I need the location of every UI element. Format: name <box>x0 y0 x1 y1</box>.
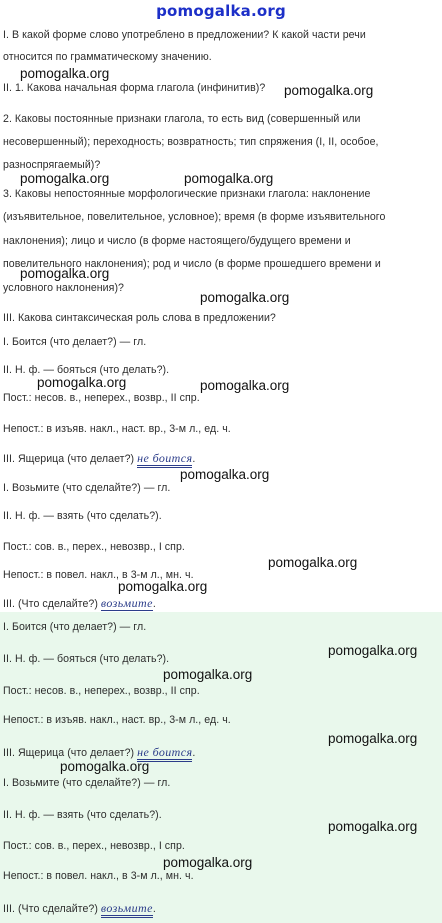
parse-line: Пост.: несов. в., неперех., возвр., II спр. <box>3 392 200 404</box>
question-line: 3. Каковы непостоянные морфологические признаки глагола: наклонение <box>3 188 371 200</box>
parse-text: . <box>152 903 156 915</box>
site-watermark-header: pomogalka.org <box>156 2 286 20</box>
parse-text: . <box>152 598 156 610</box>
parse-line: II. Н. ф. — бояться (что делать?). <box>3 653 170 665</box>
handwritten-predicate: не боится <box>137 451 192 468</box>
parse-line: I. Боится (что делает?) — гл. <box>3 336 147 348</box>
handwritten-predicate: возьмите <box>101 901 153 918</box>
parse-line-role <box>3 451 195 466</box>
parse-line: Пост.: сов. в., перех., невозвр., I спр. <box>3 840 185 852</box>
question-line: I. В какой форме слово употреблено в предложении? К какой части речи <box>3 29 366 41</box>
question-line: наклонения); лицо и число (в форме настоящего/будущего времени и <box>3 235 351 247</box>
question-line: III. Какова синтаксическая роль слова в предложении? <box>3 312 276 324</box>
parse-line: Непост.: в изъяв. накл., наст. вр., 3-м л., ед. ч. <box>3 714 231 726</box>
parse-line: Непост.: в повел. накл., в 3-м л., мн. ч. <box>3 569 194 581</box>
parse-line: I. Возьмите (что сделайте?) — гл. <box>3 482 171 494</box>
question-line: условного наклонения)? <box>3 282 124 294</box>
watermark: pomogalka.org <box>268 555 358 570</box>
watermark: pomogalka.org <box>20 66 110 81</box>
question-line: II. 1. Какова начальная форма глагола (инфинитив)? <box>3 82 266 94</box>
watermark: pomogalka.org <box>118 579 208 594</box>
parse-line: Непост.: в изъяв. накл., наст. вр., 3-м л., ед. ч. <box>3 423 231 435</box>
parse-line: I. Боится (что делает?) — гл. <box>3 621 147 633</box>
watermark: pomogalka.org <box>284 83 374 98</box>
question-line: повелительного наклонения); род и число (в форме прошедшего времени и <box>3 258 381 270</box>
handwritten-predicate: не боится <box>137 745 192 762</box>
parse-text: III. (Что сделайте?) <box>3 903 101 915</box>
watermark: pomogalka.org <box>60 759 150 774</box>
question-line: 2. Каковы постоянные признаки глагола, то есть вид (совершенный или <box>3 113 361 125</box>
watermark: pomogalka.org <box>200 290 290 305</box>
question-line: разноспрягаемый)? <box>3 159 101 171</box>
parse-line: II. Н. ф. — бояться (что делать?). <box>3 364 170 376</box>
parse-line: Пост.: сов. в., перех., невозвр., I спр. <box>3 541 185 553</box>
parse-line-role <box>3 901 156 916</box>
parse-line-role <box>3 745 195 760</box>
parse-text: III. Ящерица (что делает?) <box>3 453 138 465</box>
question-line: относится по грамматическому значению. <box>3 51 212 63</box>
parse-line-role <box>3 596 156 611</box>
parse-text: . <box>192 747 196 759</box>
parse-line: I. Возьмите (что сделайте?) — гл. <box>3 777 171 789</box>
question-line: несовершенный); переходность; возвратность; тип спряжения (I, II, особое, <box>3 136 379 148</box>
parse-text: III. (Что сделайте?) <box>3 598 101 610</box>
watermark: pomogalka.org <box>20 171 110 186</box>
watermark: pomogalka.org <box>328 819 418 834</box>
handwritten-predicate: возьмите <box>101 596 153 613</box>
watermark: pomogalka.org <box>163 667 253 682</box>
watermark: pomogalka.org <box>163 855 253 870</box>
parse-line: II. Н. ф. — взять (что сделать?). <box>3 809 162 821</box>
parse-line: Непост.: в повел. накл., в 3-м л., мн. ч. <box>3 870 194 882</box>
watermark: pomogalka.org <box>180 467 270 482</box>
watermark: pomogalka.org <box>200 378 290 393</box>
watermark: pomogalka.org <box>328 731 418 746</box>
parse-line: Пост.: несов. в., неперех., возвр., II спр. <box>3 685 200 697</box>
parse-line: II. Н. ф. — взять (что сделать?). <box>3 510 162 522</box>
watermark: pomogalka.org <box>20 266 110 281</box>
watermark: pomogalka.org <box>328 643 418 658</box>
watermark: pomogalka.org <box>37 375 127 390</box>
parse-text: . <box>192 453 196 465</box>
parse-text: III. Ящерица (что делает?) <box>3 747 138 759</box>
watermark: pomogalka.org <box>184 171 274 186</box>
question-line: (изъявительное, повелительное, условное); время (в форме изъявительного <box>3 211 386 223</box>
